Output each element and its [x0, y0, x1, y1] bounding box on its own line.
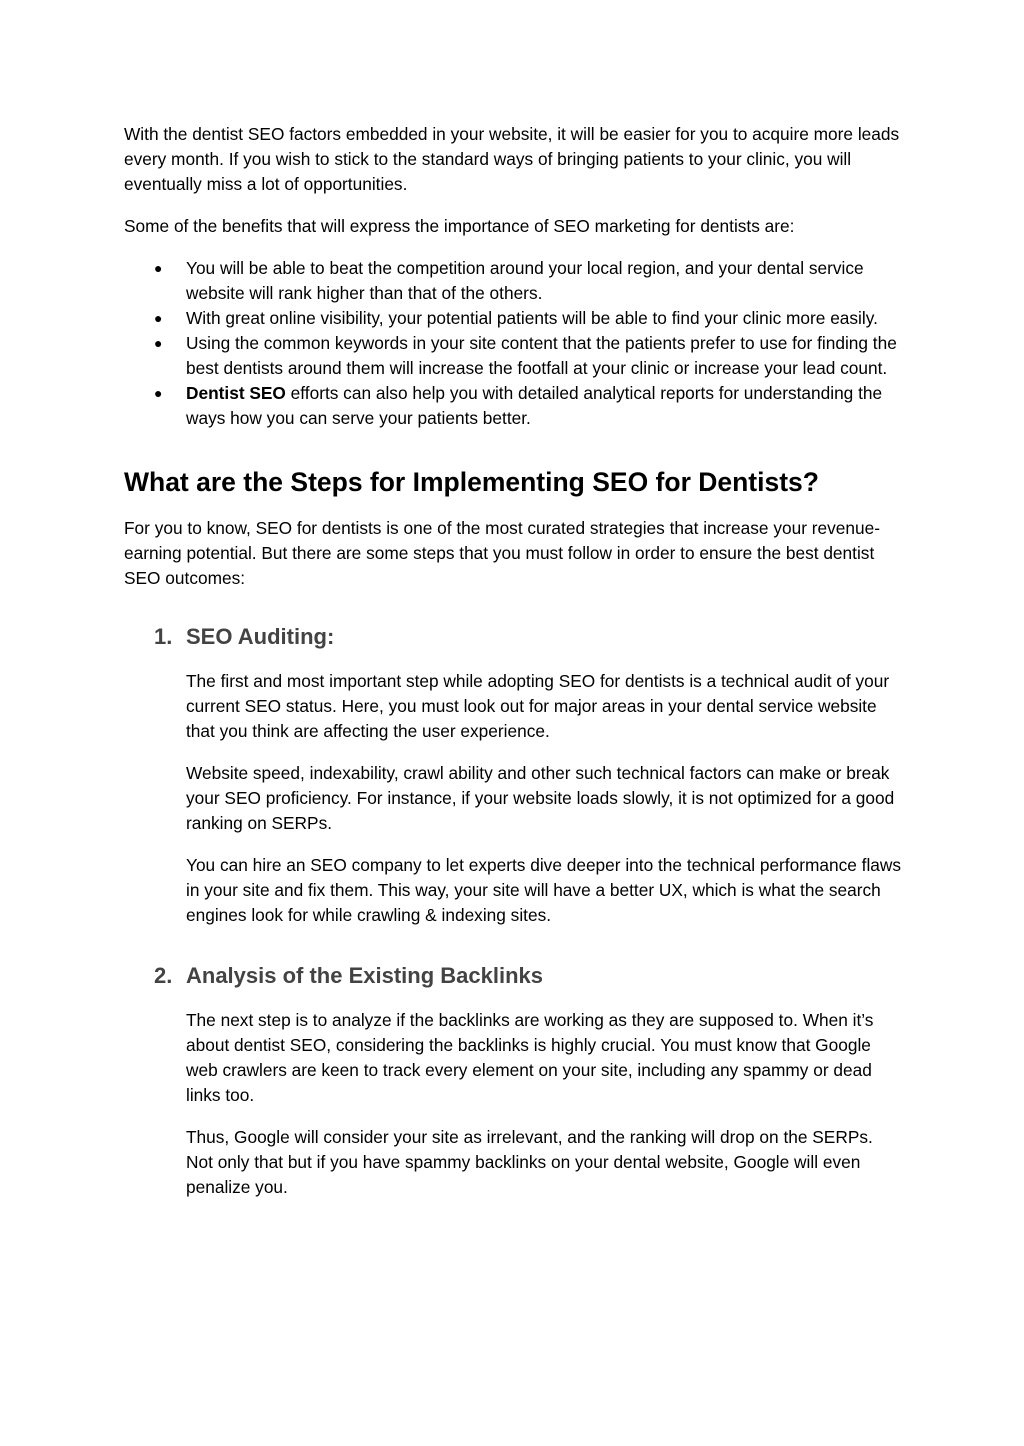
list-item — [124, 256, 904, 306]
list-item-text: Using the common keywords in your site content that the patients prefer to use for finding the best dentists around them will increase the footfall at your clinic or increase your lead count. — [186, 333, 897, 378]
step-backlinks-analysis — [124, 961, 904, 1200]
list-item — [124, 331, 904, 381]
step-paragraph: The first and most important step while adopting SEO for dentists is a technical audit of your current SEO status. Here, you must look out for major areas in your dental service website that you think are affecting the user experience. — [186, 671, 890, 741]
step-paragraph: Thus, Google will consider your site as irrelevant, and the ranking will drop on the SERPs. Not only that but if you have spammy backlinks on your dental website, Google will even penalize you. — [186, 1127, 873, 1197]
list-item-text: With great online visibility, your potential patients will be able to find your clinic more easily. — [186, 308, 878, 328]
list-item — [124, 381, 904, 431]
bullet-icon: ● — [154, 260, 163, 276]
step-number: 2. — [154, 963, 173, 988]
step-paragraph: You can hire an SEO company to let experts dive deeper into the technical performance flaws in your site and fix them. This way, your site will have a better UX, which is what the search engines look for while crawling & indexing sites. — [186, 855, 902, 925]
section-heading: What are the Steps for Implementing SEO for Dentists? — [124, 467, 819, 497]
bullet-icon: ● — [154, 335, 163, 351]
benefits-lead-paragraph: Some of the benefits that will express the importance of SEO marketing for dentists are: — [124, 216, 795, 236]
bullet-icon: ● — [154, 385, 163, 401]
step-heading — [154, 961, 904, 991]
intro-paragraph: With the dentist SEO factors embedded in your website, it will be easier for you to acquire more leads every month. If you wish to stick to the standard ways of bringing patients to your clinic, you will eventually miss a lot of opportunities. — [124, 124, 900, 194]
bullet-icon: ● — [154, 310, 163, 326]
step-paragraph: Website speed, indexability, crawl ability and other such technical factors can make or break your SEO proficiency. For instance, if your website loads slowly, it is not optimized for a good ranking on SERPs. — [186, 763, 895, 833]
document-page — [124, 122, 904, 1200]
benefits-list — [124, 256, 904, 431]
step-heading — [154, 622, 904, 652]
step-title: Analysis of the Existing Backlinks — [186, 963, 544, 988]
step-seo-auditing — [124, 622, 904, 928]
step-title: SEO Auditing: — [186, 624, 335, 649]
bold-term: Dentist SEO — [186, 383, 286, 403]
list-item-text: You will be able to beat the competition around your local region, and your dental service website will rank higher than that of the others. — [186, 258, 864, 303]
step-paragraph: The next step is to analyze if the backlinks are working as they are supposed to. When it’s about dentist SEO, considering the backlinks is highly crucial. You must know that Google web crawlers are keen to track every element on your site, including any spammy or dead links too. — [186, 1010, 874, 1105]
list-item — [124, 306, 904, 331]
list-item-text: efforts can also help you with detailed analytical reports for understanding the ways how you can serve your patients better. — [186, 383, 883, 428]
section-intro-paragraph: For you to know, SEO for dentists is one of the most curated strategies that increase your revenue-earning potential. But there are some steps that you must follow in order to ensure the best dentist SEO outcomes: — [124, 518, 880, 588]
step-number: 1. — [154, 624, 173, 649]
